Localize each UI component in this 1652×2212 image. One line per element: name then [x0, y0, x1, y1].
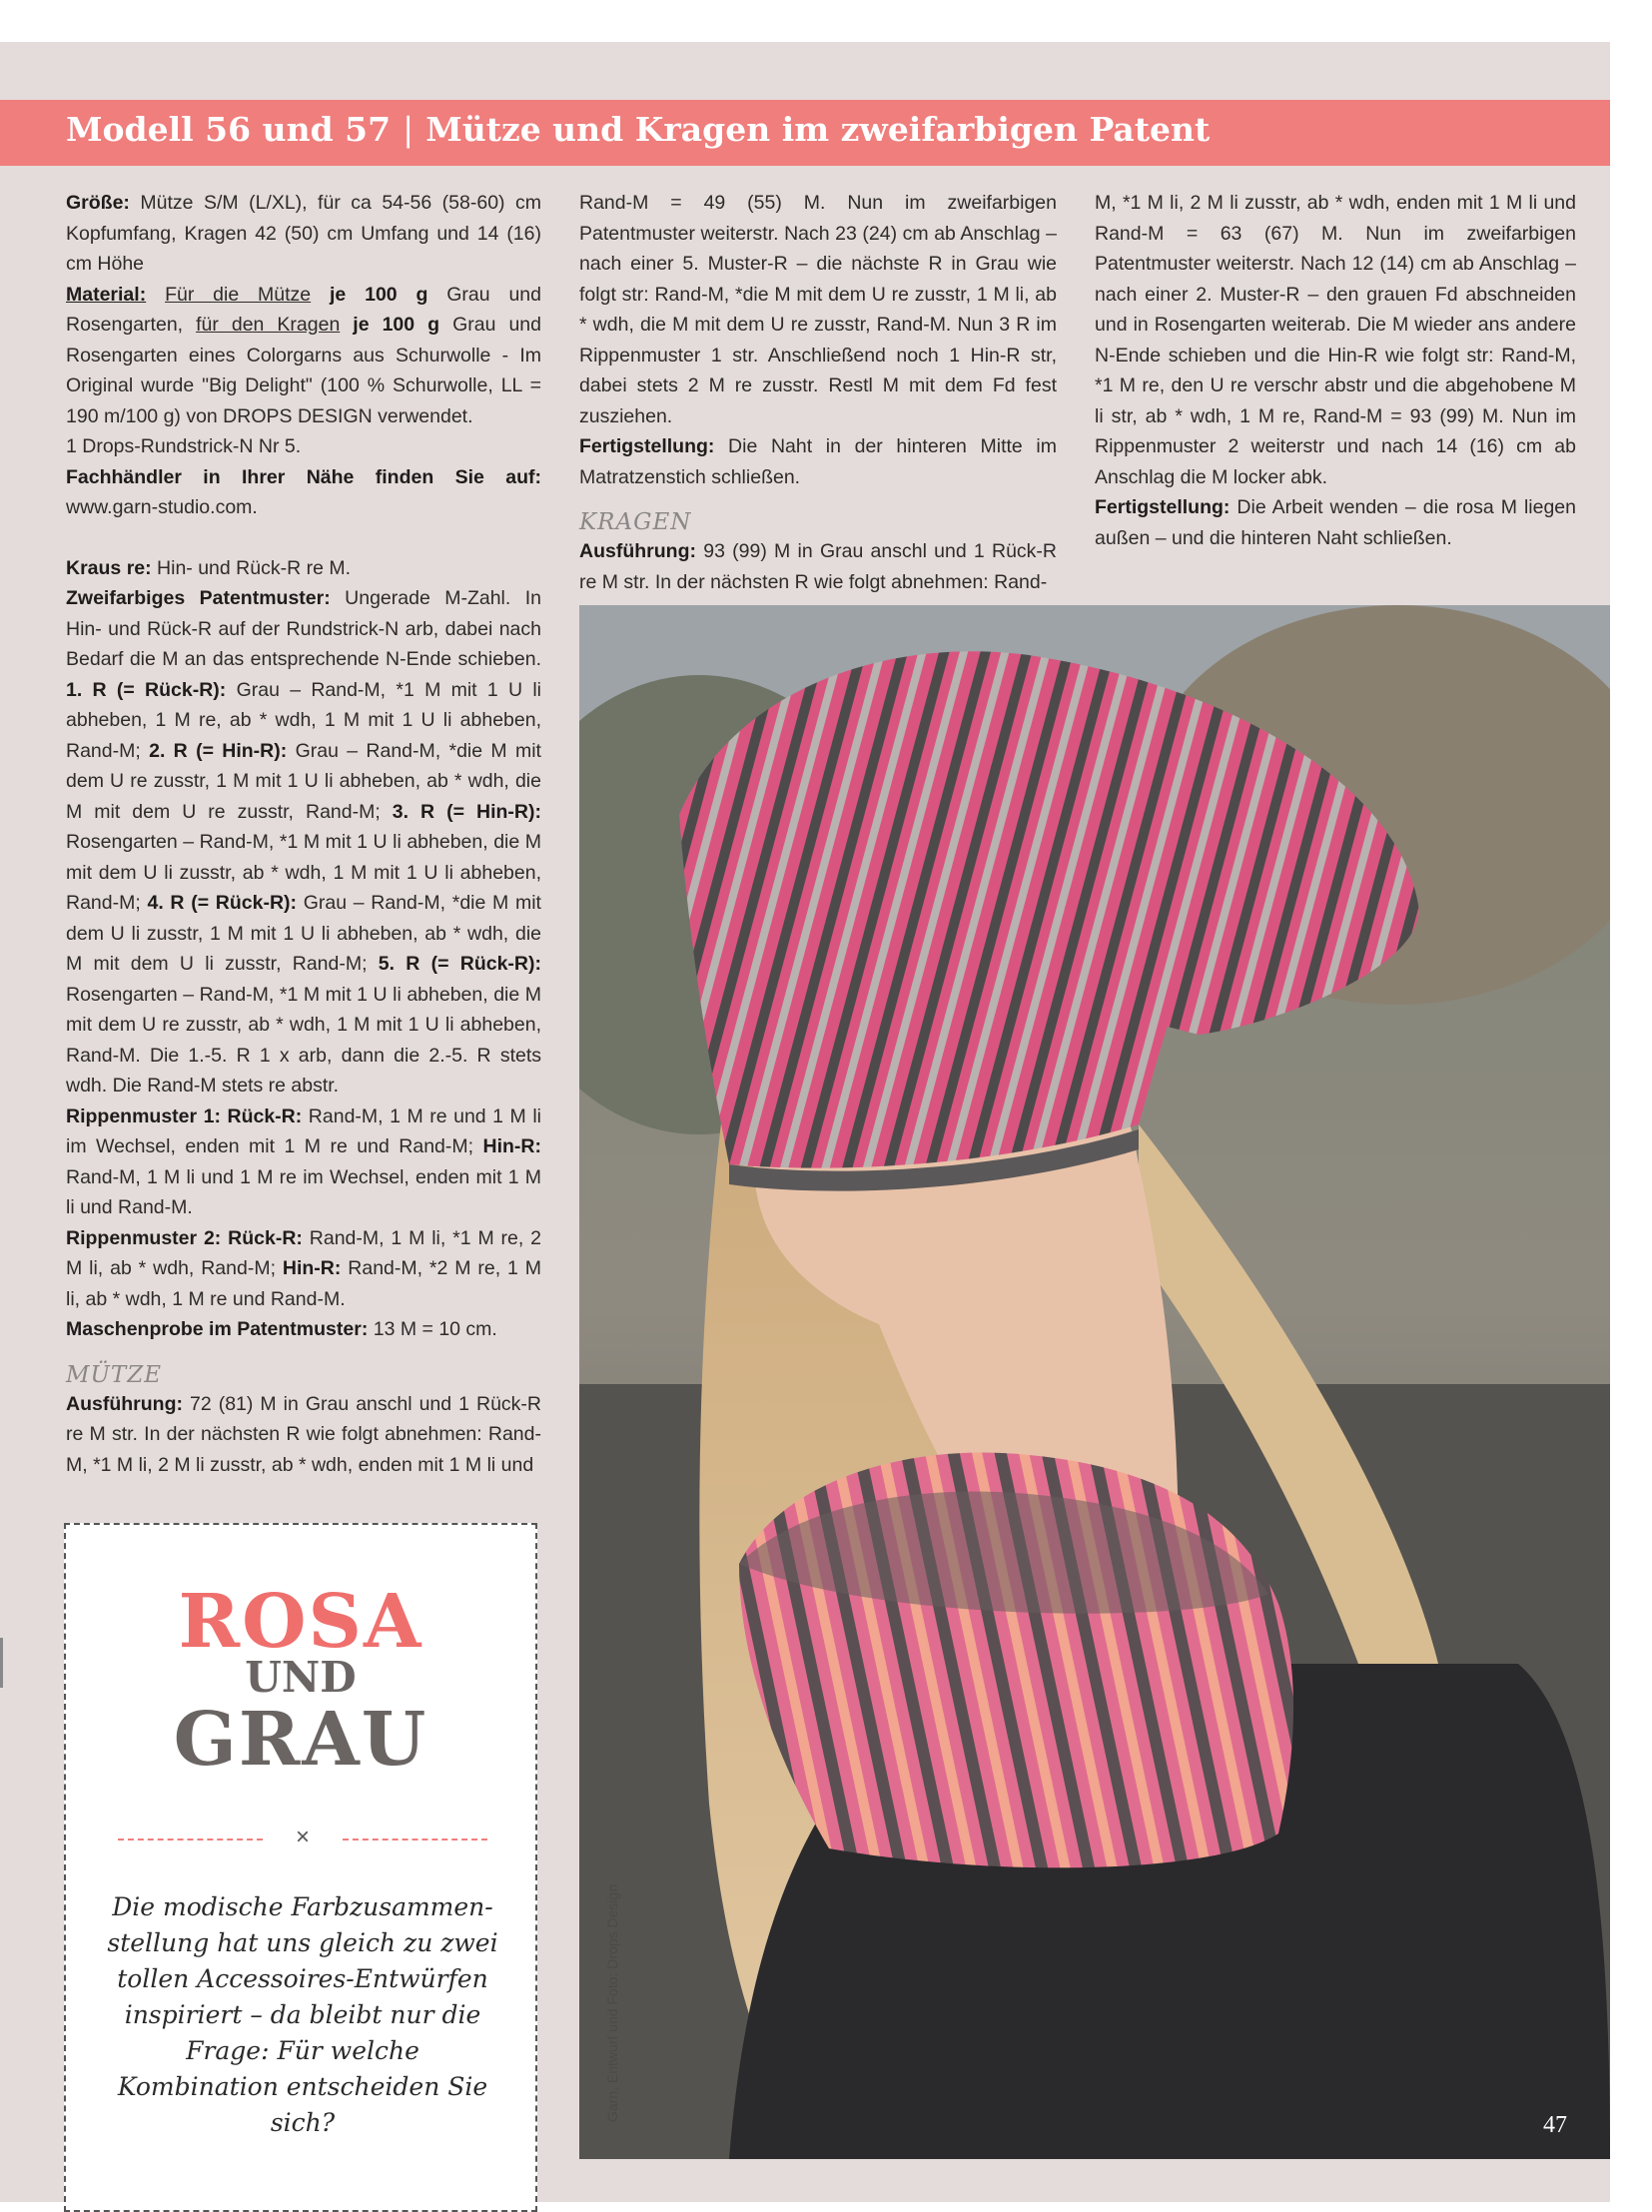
model-photo [579, 605, 1610, 2159]
model-number: Modell 56 und 57 [66, 110, 392, 149]
divider-dash-right [343, 1839, 487, 1841]
paragraph-material: Material: Für die Mütze je 100 g Grau und Rosengarten, für den Kragen je 100 g Grau und Rosengarten eines Colorgarns aus Schurwolle - Im Original wurde "Big Delight" (100 % Schurwolle, LL = 190 m/100 g) von DROPS DESIGN verwendet. [66, 283, 541, 427]
paragraph-rippenmuster-2: Rippenmuster 2: Rück-R: Rand-M, 1 M li, *1 M re, 2 M li, ab * wdh, Rand-M; Hin-R: Rand-M, *2 M re, 1 M li, ab * wdh, 1 M re und Rand-M. [66, 1226, 541, 1310]
callout-divider [118, 1824, 487, 1850]
callout-box [64, 1523, 537, 2212]
photo-credit: Garn, Entwurf und Foto: Drops Design [604, 1883, 620, 2122]
paragraph-nadel: 1 Drops-Rundstrick-N Nr 5. [66, 435, 302, 457]
paragraph-rippenmuster-1: Rippenmuster 1: Rück-R: Rand-M, 1 M re und 1 M li im Wechsel, enden mit 1 M re und Rand-M; Hin-R: Rand-M, 1 M li und 1 M re im Wechsel, enden mit 1 M li und Rand-M. [66, 1105, 541, 1218]
paragraph-maschenprobe: Maschenprobe im Patentmuster: 13 M = 10 cm. [66, 1318, 497, 1340]
page-title [66, 110, 1210, 149]
paragraph-kragen-continued: M, *1 M li, 2 M li zusstr, ab * wdh, enden mit 1 M li und Rand-M = 63 (67) M. Nun im zweifarbigen Patentmuster weiterstr. Nach 12 (14) cm ab Anschlag – nach einer 2. Muster-R – den grauen Fd abschneiden und in Rosengarten weiterab. Die M wieder ans andere N-Ende schieben und die Hin-R wie folgt str: Rand-M, *1 M re, den U re verschr abstr und die abgehobene M li str, ab * wdh, 1 M re, Rand-M = 93 (99) M. Nun im Rippenmuster 2 weiterstr und nach 14 (16) cm ab Anschlag die M locker abk. [1095, 192, 1576, 488]
section-heading-muetze: MÜTZE [66, 1361, 163, 1388]
callout-heading-rosa: ROSA [178, 1579, 423, 1665]
section-heading-kragen: KRAGEN [579, 509, 692, 535]
paragraph-kragen-fertigstellung: Fertigstellung: Die Arbeit wenden – die rosa M liegen außen – und die hinteren Naht schließen. [1095, 496, 1576, 549]
page-number: 47 [1543, 2112, 1567, 2138]
paragraph-kragen-ausfuehrung: Ausführung: 93 (99) M in Grau anschl und 1 Rück-R re M str. In der nächsten R wie folgt abnehmen: Rand- [579, 540, 1057, 593]
paragraph-muetze-fertigstellung: Fertigstellung: Die Naht in der hinteren Mitte im Matratzenstich schließen. [579, 435, 1057, 488]
text-column-1 [66, 188, 541, 1480]
title-separator: | [403, 110, 414, 149]
paragraph-groesse: Größe: Mütze S/M (L/XL), für ca 54-56 (58-60) cm Kopfumfang, Kragen 42 (50) cm Umfang und 14 (16) cm Höhe [66, 192, 541, 275]
callout-text: Die modische Farbzusammen-stellung hat uns gleich zu zwei tollen Accessoires-Entwürfen inspiriert – da bleibt nur die Frage: Für welche Kombination entscheiden Sie sich? [107, 1892, 498, 2137]
divider-cross-icon: × [295, 1824, 310, 1850]
callout-heading-grau: GRAU [173, 1697, 428, 1783]
text-column-3 [1095, 188, 1576, 553]
page-edge-mark [0, 1638, 3, 1688]
callout-heading-und: UND [245, 1653, 357, 1702]
paragraph-kraus: Kraus re: Hin- und Rück-R re M. [66, 556, 352, 579]
paragraph-fachhaendler: Fachhändler in Ihrer Nähe finden Sie auf: www.garn-studio.com. [66, 465, 541, 518]
paragraph-patentmuster: Zweifarbiges Patentmuster: Ungerade M-Zahl. In Hin- und Rück-R auf der Rundstrick-N arb, dabei nach Bedarf die M an das entsprechende N-Ende schieben. 1. R (= Rück-R): Grau – Rand-M, *1 M mit 1 U li abheben, 1 M re, ab * wdh, 1 M mit 1 U li abheben, Rand-M; 2. R (= Hin-R): Grau – Rand-M, *die M mit dem U re zusstr, 1 M mit 1 U li abheben, ab * wdh, die M mit dem U re zusstr, Rand-M; 3. R (= Hin-R): Rosengarten – Rand-M, *1 M mit 1 U li abheben, die M mit dem U li zusstr, ab * wdh, 1 M mit 1 U li abheben, Rand-M; 4. R (= Rück-R): Grau – Rand-M, *die M mit dem U li zusstr, 1 M mit 1 U li abheben, ab * wdh, die M mit dem U li zusstr, Rand-M; 5. R (= Rück-R): Rosengarten – Rand-M, *1 M mit 1 U li abheben, die M mit dem U re zusstr, ab * wdh, 1 M mit 1 U li abheben, Rand-M. Die 1.-5. R 1 x arb, dann die 2.-5. R stets wdh. Die Rand-M stets re abstr. [66, 587, 541, 1097]
title-text: Mütze und Kragen im zweifarbigen Patent [425, 110, 1211, 149]
paragraph-muetze-ausfuehrung: Ausführung: 72 (81) M in Grau anschl und 1 Rück-R re M str. In der nächsten R wie folgt abnehmen: Rand-M, *1 M li, 2 M li zusstr, ab * wdh, enden mit 1 M li und [66, 1392, 541, 1476]
text-column-2 [579, 188, 1057, 597]
paragraph-muetze-continued: Rand-M = 49 (55) M. Nun im zweifarbigen Patentmuster weiterstr. Nach 23 (24) cm ab Anschlag – nach einer 5. Muster-R – die nächste R in Grau wie folgt str: Rand-M, *die M mit dem U re zusstr, 1 M li, ab * wdh, die M mit dem U re zusstr, Rand-M. Nun 3 R im Rippenmuster 1 str. Anschließend noch 1 Hin-R str, dabei stets 2 M re zusstr. Restl M mit dem Fd fest zusziehen. [579, 192, 1057, 427]
